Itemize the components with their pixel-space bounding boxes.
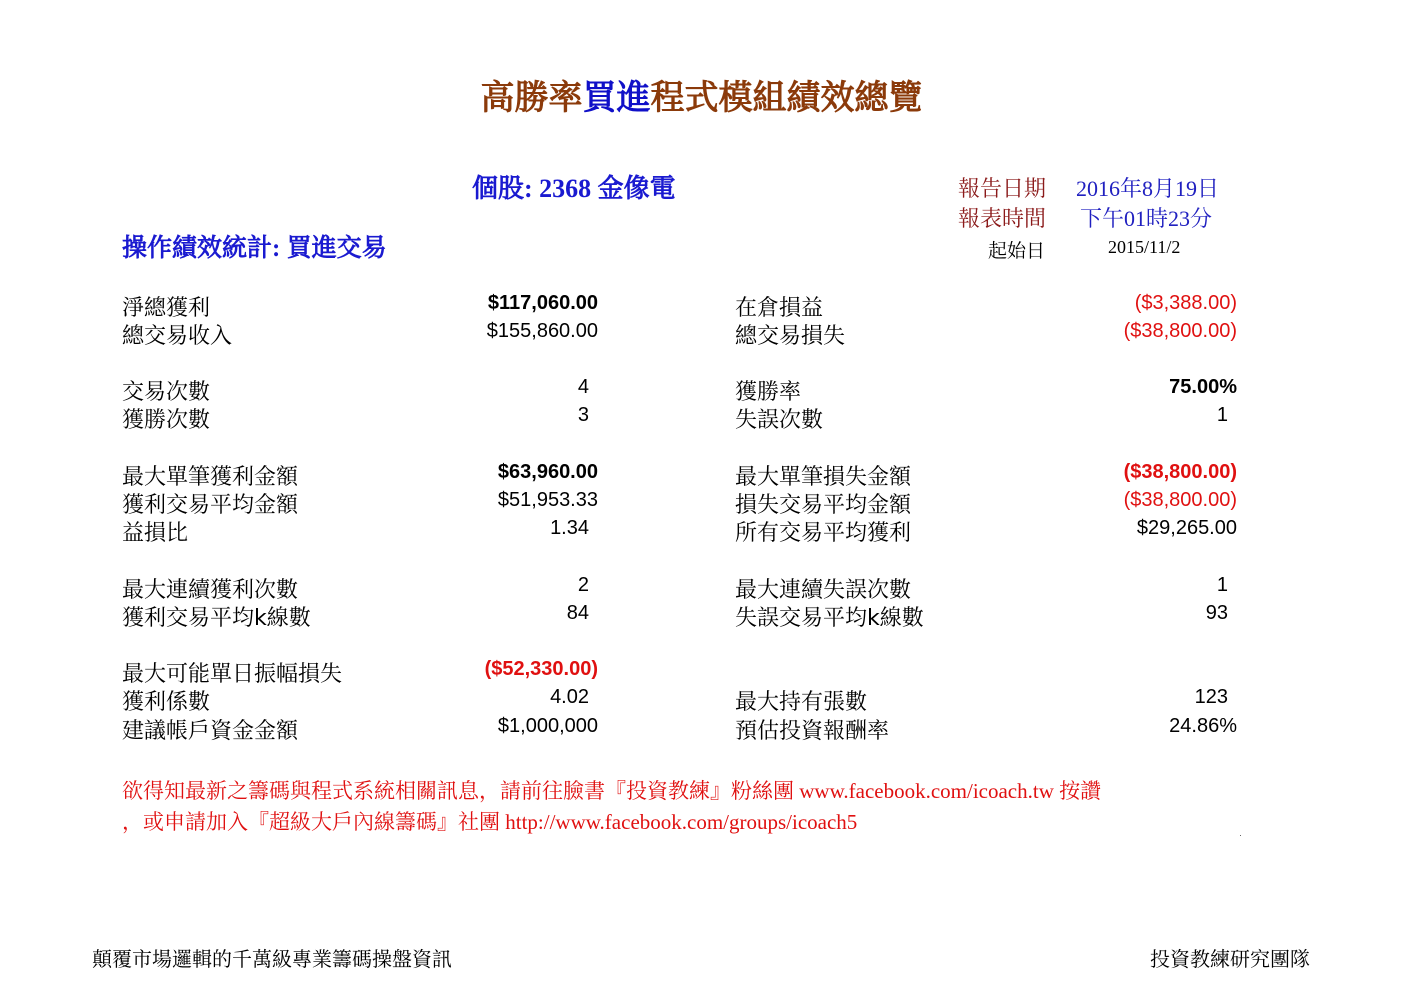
max-loss-value: ($38,800.00) — [1123, 461, 1237, 483]
max-holding-value: 123 — [1194, 686, 1228, 708]
net-profit-value: $117,060.00 — [487, 292, 598, 314]
max-consec-win-label: 最大連續獲利次數 — [122, 578, 299, 603]
max-consec-loss-label: 最大連續失誤次數 — [735, 578, 912, 603]
suggested-capital-value: $1,000,000 — [497, 715, 598, 737]
profit-factor-value: 4.02 — [550, 686, 589, 708]
avg-win-value: $51,953.33 — [497, 489, 598, 511]
pl-ratio-label: 益損比 — [122, 521, 189, 546]
report-time-label: 報表時間 — [958, 206, 1047, 231]
avg-loss-value: ($38,800.00) — [1123, 489, 1237, 511]
start-date-label: 起始日 — [988, 241, 1046, 262]
suggested-capital-label: 建議帳戶資金金額 — [122, 719, 299, 744]
gross-income-value: $155,860.00 — [486, 320, 598, 342]
profit-factor-label: 獲利係數 — [122, 690, 211, 715]
notice-line-1: 欲得知最新之籌碼與程式系統相關訊息，請前往臉書『投資教練』粉絲團 www.facebook.com/icoach.tw 按讚 — [122, 779, 1102, 803]
stock-heading: 個股: 2368 金像電 — [472, 174, 676, 203]
title-highlight: 買進 — [582, 80, 651, 117]
report-date-label: 報告日期 — [958, 176, 1047, 201]
open-pl-value: ($3,388.00) — [1134, 292, 1237, 314]
avg-loss-bars-label: 失誤交易平均k線數 — [735, 606, 924, 631]
footer-slogan: 顛覆市場邏輯的千萬級專業籌碼操盤資訊 — [92, 947, 452, 971]
loss-count-value: 1 — [1216, 404, 1228, 426]
max-daily-loss-label: 最大可能單日振幅損失 — [122, 662, 343, 687]
est-return-value: 24.86% — [1169, 715, 1237, 737]
avg-win-bars-value: 84 — [566, 602, 589, 624]
start-date: 2015/11/2 — [1108, 237, 1181, 257]
net-profit-label: 淨總獲利 — [122, 296, 211, 321]
avg-trade-label: 所有交易平均獲利 — [735, 521, 912, 546]
trade-count-value: 4 — [577, 376, 589, 398]
gross-income-label: 總交易收入 — [122, 324, 233, 349]
gross-loss-value: ($38,800.00) — [1123, 320, 1237, 342]
loss-count-label: 失誤次數 — [735, 408, 824, 433]
avg-win-bars-label: 獲利交易平均k線數 — [122, 606, 311, 631]
section-heading: 操作績效統計: 買進交易 — [122, 235, 387, 262]
report-date: 2016年8月19日 — [1076, 176, 1220, 201]
win-count-value: 3 — [577, 404, 589, 426]
max-win-value: $63,960.00 — [497, 461, 598, 483]
title-part-1: 高勝率 — [480, 80, 583, 117]
win-rate-value: 75.00% — [1169, 376, 1237, 398]
notice-line-2: ，或申請加入『超級大戶內線籌碼』社團 http://www.facebook.com/groups/icoach5 — [122, 810, 858, 834]
max-loss-label: 最大單筆損失金額 — [735, 465, 912, 490]
avg-loss-label: 損失交易平均金額 — [735, 493, 912, 518]
max-consec-loss-value: 1 — [1216, 574, 1228, 596]
pl-ratio-value: 1.34 — [550, 517, 589, 539]
win-count-label: 獲勝次數 — [122, 408, 211, 433]
max-holding-label: 最大持有張數 — [735, 690, 868, 715]
report-time: 下午01時23分 — [1080, 206, 1213, 231]
win-rate-label: 獲勝率 — [735, 380, 802, 405]
footer-team: 投資教練研究團隊 — [1150, 947, 1310, 971]
title-part-3: 程式模組績效總覽 — [650, 80, 923, 117]
max-consec-win-value: 2 — [577, 574, 589, 596]
avg-loss-bars-value: 93 — [1205, 602, 1228, 624]
avg-trade-value: $29,265.00 — [1136, 517, 1237, 539]
stray-dot — [1240, 835, 1241, 836]
open-pl-label: 在倉損益 — [735, 296, 824, 321]
max-win-label: 最大單筆獲利金額 — [122, 465, 299, 490]
gross-loss-label: 總交易損失 — [735, 324, 846, 349]
avg-win-label: 獲利交易平均金額 — [122, 493, 299, 518]
page-title — [0, 70, 1403, 119]
est-return-label: 預估投資報酬率 — [735, 719, 890, 744]
trade-count-label: 交易次數 — [122, 380, 211, 405]
max-daily-loss-value: ($52,330.00) — [484, 658, 598, 680]
